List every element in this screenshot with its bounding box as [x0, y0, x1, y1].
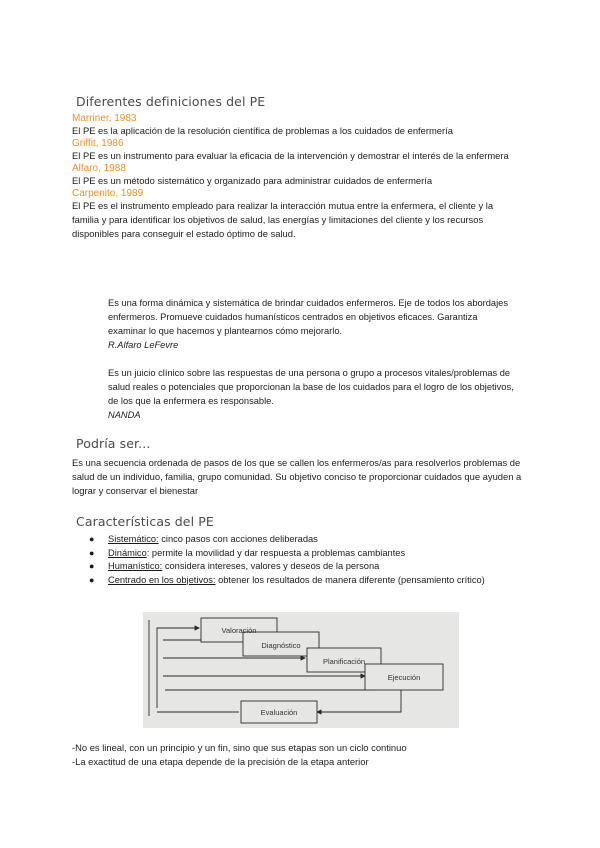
definition-text: El PE es un método sistemático y organizado para administrar cuidados de enfermería [72, 175, 433, 186]
note-line: -La exactitud de una etapa depende de la precisión de la etapa anterior [72, 756, 369, 767]
quote-citation: NANDA [108, 410, 141, 420]
list-item [82, 560, 522, 574]
definitions-list [72, 113, 522, 241]
nursing-process-diagram [143, 612, 459, 728]
definition-author: Griffit, 1986 [72, 138, 124, 149]
section-heading-definitions: Diferentes definiciones del PE [76, 94, 266, 109]
bullet-icon: ● [89, 547, 95, 558]
list-item [82, 574, 522, 588]
quote-text: Es una forma dinámica y sistemática de brindar cuidados enfermeros. Eje de todos los abordajes enfermeros. Promueve cuidados humanísticos centrados en objetivos eficaces. Garantiza examinar lo que hacemos y plantearnos cómo mejorarlo. [108, 298, 508, 336]
definition-text: El PE es un instrumento para evaluar la eficacia de la intervención y demostrar el interés de la enfermera [72, 150, 509, 161]
item-term: Humanístico: [108, 561, 163, 571]
item-term: Centrado en los objetivos: [108, 574, 216, 585]
item-description: cinco pasos con acciones deliberadas [158, 534, 318, 544]
bullet-icon: ● [89, 561, 95, 571]
list-item [82, 533, 522, 547]
stage-label-ejecucion: Ejecución [387, 673, 421, 682]
stage-label-valoracion: Valoración [221, 626, 257, 635]
process-cycle-svg [143, 612, 459, 728]
quote-citation: R.Alfaro LeFevre [108, 340, 179, 350]
definition-text: El PE es la aplicación de la resolución científica de problemas a los cuidados de enfermería [72, 125, 453, 136]
quote-block [108, 296, 518, 352]
note-line: -No es lineal, con un principio y un fin, sino que sus etapas son un ciclo continuo [72, 742, 407, 753]
definition-text: El PE es el instrumento empleado para realizar la interacción mutua entre la enfermera, el cliente y la familia y para identificar los objetivos de salud, las energías y limitaciones del cliente y los recursos disponibles para conseguir el estado óptimo de salud. [72, 200, 494, 239]
list-item [82, 547, 522, 561]
stage-label-evaluacion: Evaluación [260, 708, 298, 717]
bullet-icon: ● [89, 534, 95, 544]
definition-author: Marriner, 1983 [72, 113, 137, 124]
section-heading-podria-ser: Podría ser... [76, 436, 151, 451]
item-description: : permite la movilidad y dar respuesta a problemas cambiantes [146, 547, 406, 558]
item-term: Sistemático: [108, 534, 159, 544]
item-term: Dinámico [108, 547, 147, 558]
section-paragraph: Es una secuencia ordenada de pasos de los que se callen los enfermeros/as para resolverlos problemas de salud de un individuo, familia, grupo comunidad. Su objetivo conciso te proporcionar cuidados que ayuden a lograr y conservar el bienestar [72, 457, 522, 496]
item-description: obtener los resultados de manera diferente (pensamiento crítico) [215, 574, 485, 585]
item-description: considera intereses, valores y deseos de la persona [162, 561, 380, 571]
quote-text: Es un juicio clínico sobre las respuestas de una persona o grupo a procesos vitales/problemas de salud reales o potenciales que proporcionan la base de los cuidados para el logro de los objetivos, de los que la enfermera es responsable. [108, 368, 514, 406]
characteristics-list [82, 533, 522, 587]
quote-block [108, 366, 518, 422]
stage-label-diagnostico: Diagnóstico [261, 641, 301, 650]
section-heading-caracteristicas: Características del PE [76, 514, 214, 529]
definition-author: Alfaro, 1988 [72, 163, 126, 174]
bullet-icon: ● [89, 574, 95, 585]
stage-label-planificacion: Planificación [322, 657, 366, 666]
definition-author: Carpenito, 1989 [72, 188, 144, 199]
notes [72, 741, 522, 769]
